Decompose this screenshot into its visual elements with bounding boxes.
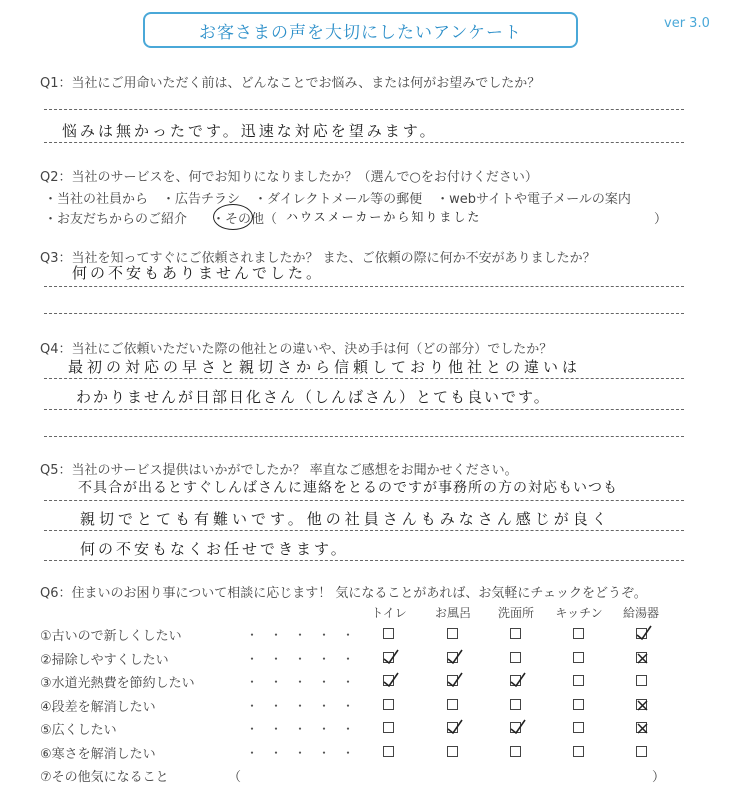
q2-option-friend[interactable]: ・お友だちからのご紹介 (44, 212, 188, 227)
q4-answer-line2[interactable]: わかりませんが日部日化さん（しんばさん）とても良いです。 (76, 388, 551, 406)
q3-question: Q3：当社を知ってすぐにご依頼されましたか？ また、ご依頼の際に何か不安がありましたか？ (40, 251, 596, 266)
checkmark-icon (509, 718, 527, 736)
q6-checkbox[interactable] (636, 722, 647, 733)
q5-answer-line1[interactable]: 不具合が出るとすぐしんばさんに連絡をとるのですが事務所の方の対応もいつも (78, 480, 618, 496)
q5-question: Q5：当社のサービス提供はいかがでしたか？ 率直なご感想をお聞かせください。 (40, 463, 518, 478)
checkmark-icon (446, 671, 464, 689)
q2-other-answer[interactable]: ハウスメーカーから知りました (286, 210, 482, 224)
q5-line-1 (44, 500, 684, 501)
q6-row-dots: ・・・・・ (246, 722, 367, 736)
q5-line-3 (44, 560, 684, 561)
q6-col-washroom: 洗面所 (497, 606, 534, 620)
q6-row-dots: ・・・・・ (246, 675, 367, 689)
q6-other-open-paren: （ (228, 770, 242, 785)
q6-checkbox[interactable] (636, 652, 647, 663)
q6-checkbox[interactable] (573, 699, 584, 710)
q4-answer-line1[interactable]: 最初の対応の早さと親切さから信頼しており他社との違いは (68, 358, 582, 376)
version-label: ver 3.0 (664, 16, 710, 31)
cross-mark-icon (637, 700, 652, 715)
checkmark-icon (446, 718, 464, 736)
q6-checkbox[interactable] (573, 722, 584, 733)
q6-checkbox[interactable] (636, 675, 647, 686)
q6-checkbox[interactable] (636, 746, 647, 757)
q6-checkbox[interactable] (636, 699, 647, 710)
q6-checkbox[interactable] (447, 722, 458, 733)
q6-col-kitchen: キッチン (555, 606, 603, 620)
q1-line-2 (44, 142, 684, 143)
checkmark-icon (446, 648, 464, 666)
q6-row-label: ④段差を解消したい (40, 700, 156, 715)
q6-checkbox[interactable] (383, 746, 394, 757)
checkmark-icon (509, 671, 527, 689)
q6-checkbox[interactable] (383, 722, 394, 733)
q6-checkbox[interactable] (447, 699, 458, 710)
q2-option-flyer[interactable]: ・広告チラシ (162, 192, 241, 207)
q6-checkbox[interactable] (383, 675, 394, 686)
q5-line-2 (44, 530, 684, 531)
q6-row-label: ②掃除しやすくしたい (40, 653, 169, 668)
q6-question: Q6：住まいのお困り事について相談に応じます！ 気になることがあれば、お気軽にチェックをどうぞ。 (40, 586, 647, 601)
q4-question: Q4：当社にご依頼いただいた際の他社との違いや、決め手は何（どの部分）でしたか？ (40, 342, 553, 357)
q6-col-water-heater: 給湯器 (622, 606, 659, 620)
q6-row-dots: ・・・・・ (246, 746, 367, 760)
q5-answer-line2[interactable]: 親切でとても有難いです。他の社員さんもみなさん感じが良く (80, 510, 611, 528)
q6-row-dots: ・・・・・ (246, 699, 367, 713)
q3-line-1 (44, 286, 684, 287)
q1-answer[interactable]: 悩みは無かったです。迅速な対応を望みます。 (62, 122, 438, 140)
q3-line-2 (44, 313, 684, 314)
survey-title: お客さまの声を大切にしたいアンケート (143, 12, 578, 48)
q2-question: Q2：当社のサービスを、何でお知りになりましたか？（選んで○をお付けください） (40, 170, 538, 185)
q4-line-2 (44, 409, 684, 410)
q6-row-label: ①古いので新しくしたい (40, 629, 182, 644)
checkmark-icon (382, 648, 400, 666)
q6-row-label: ⑤広くしたい (40, 723, 117, 738)
q2-option-other[interactable]: ・その他（ (212, 212, 278, 227)
q5-answer-line3[interactable]: 何の不安もなくお任せできます。 (80, 540, 349, 558)
q6-row-dots: ・・・・・ (246, 652, 367, 666)
q6-checkbox[interactable] (447, 675, 458, 686)
q2-close-paren: ） (654, 212, 668, 227)
q6-row-label: ③水道光熱費を節約したい (40, 676, 195, 691)
q4-line-1 (44, 378, 684, 379)
q6-row-dots: ・・・・・ (246, 628, 367, 642)
q1-line-1 (44, 109, 684, 110)
q6-checkbox[interactable] (573, 675, 584, 686)
cross-mark-icon (637, 723, 652, 738)
q2-options-row1 (44, 188, 631, 207)
q6-checkbox[interactable] (447, 652, 458, 663)
q6-checkbox[interactable] (573, 628, 584, 639)
q4-line-3 (44, 436, 684, 437)
q6-checkbox[interactable] (510, 652, 521, 663)
q2-option-staff[interactable]: ・当社の社員から (44, 192, 149, 207)
q6-col-toilet: トイレ (371, 606, 407, 620)
q6-checkbox[interactable] (573, 652, 584, 663)
q6-other-close-paren: ） (652, 770, 666, 785)
q6-checkbox[interactable] (447, 746, 458, 757)
q6-checkbox[interactable] (573, 746, 584, 757)
q6-checkbox[interactable] (636, 628, 647, 639)
q6-other-label: ⑦その他気になること (40, 770, 169, 785)
q6-row-label: ⑥寒さを解消したい (40, 747, 156, 762)
q1-question: Q1：当社にご用命いただく前は、どんなことでお悩み、または何がお望みでしたか？ (40, 76, 541, 91)
q6-checkbox[interactable] (510, 746, 521, 757)
q6-checkbox[interactable] (383, 628, 394, 639)
checkmark-icon (635, 624, 653, 642)
q2-option-direct-mail[interactable]: ・ダイレクトメール等の郵便 (254, 192, 423, 207)
q6-checkbox[interactable] (510, 722, 521, 733)
q6-checkbox[interactable] (447, 628, 458, 639)
q3-answer[interactable]: 何の不安もありませんでした。 (72, 264, 325, 282)
q6-checkbox[interactable] (510, 628, 521, 639)
q6-checkbox[interactable] (383, 652, 394, 663)
q6-checkbox[interactable] (510, 699, 521, 710)
checkmark-icon (382, 671, 400, 689)
q6-checkbox[interactable] (510, 675, 521, 686)
q6-col-bath: お風呂 (434, 606, 471, 620)
q2-other-circle-mark (213, 204, 253, 230)
q6-checkbox[interactable] (383, 699, 394, 710)
q2-option-web[interactable]: ・webサイトや電子メールの案内 (436, 192, 631, 207)
cross-mark-icon (637, 653, 652, 668)
